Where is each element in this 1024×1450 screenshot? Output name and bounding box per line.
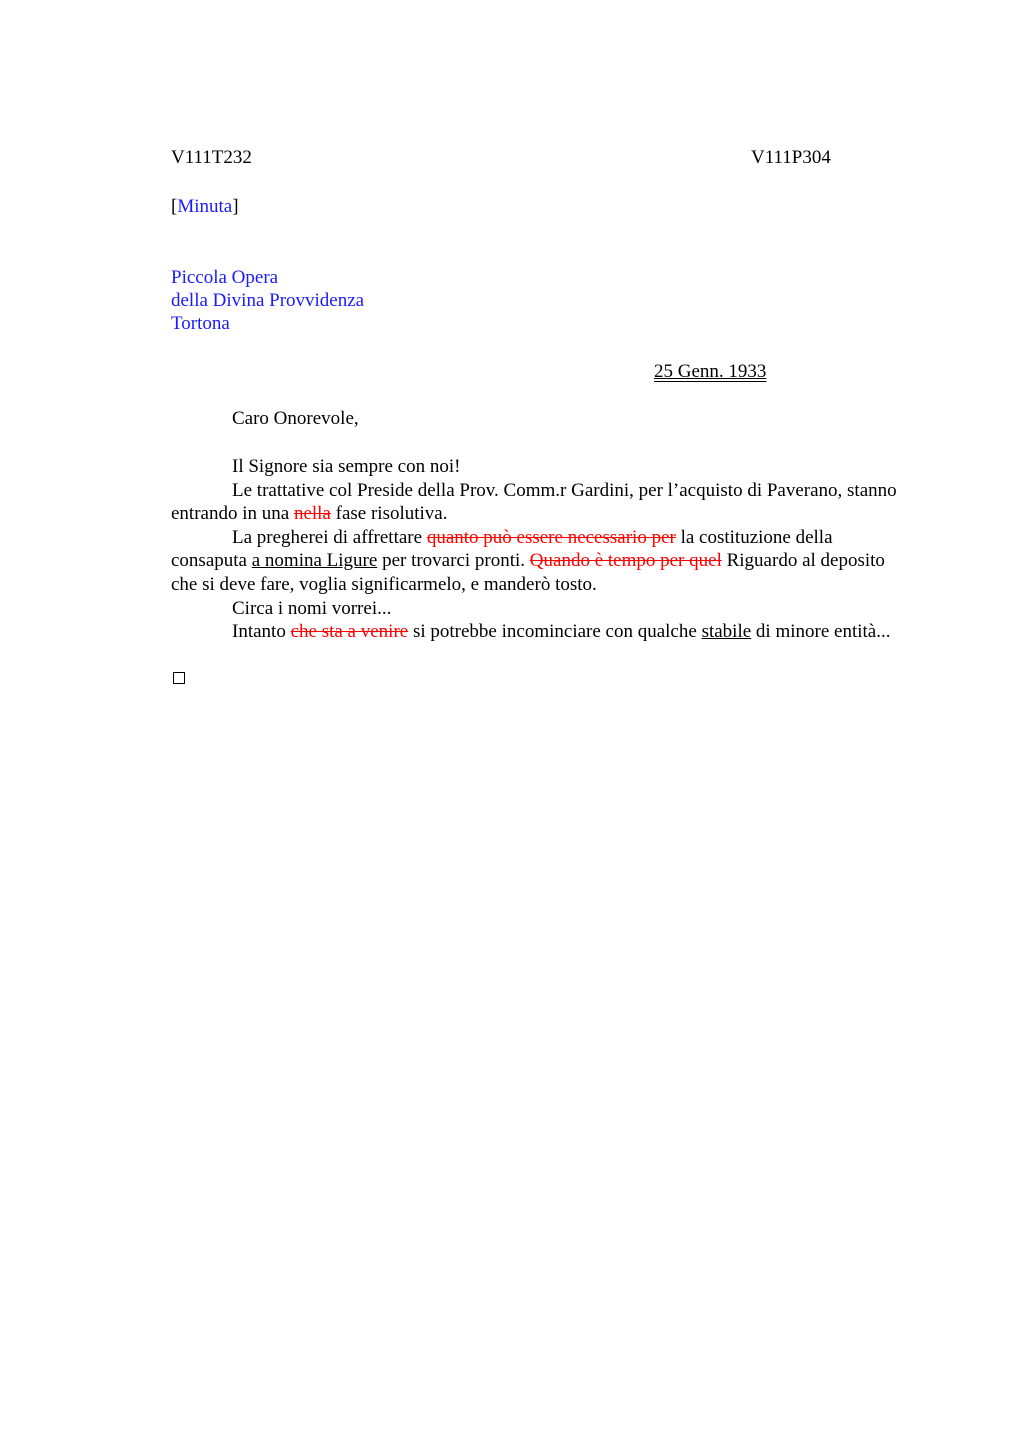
deleted-phrase: che sta a venire [290, 621, 409, 643]
deleted-phrase: Quando è tempo per quel [529, 550, 722, 572]
paragraph-5-text-a: Intanto [232, 621, 291, 643]
paragraph-2-text-b: fase risolutiva. [330, 503, 448, 525]
paragraph-3-text-c: per trovarci pronti. [377, 550, 530, 572]
document-code-left: V111T232 [171, 147, 252, 168]
underlined-word: stabile [701, 621, 752, 643]
paragraph-4 [171, 597, 906, 621]
paragraph-5-text-b: si potrebbe incominciare con qualche [408, 621, 702, 643]
paragraph-4-text: Circa i nomi vorrei... [232, 597, 392, 619]
letterhead-line-2: della Divina Provvidenza [171, 290, 365, 311]
underlined-phrase: a nomina Ligure [251, 550, 378, 572]
letter-date: 25 Genn. 1933 [654, 361, 767, 382]
paragraph-1-text: Il Signore sia sempre con noi! [232, 456, 461, 477]
deleted-phrase: quanto può essere necessario per [426, 526, 676, 548]
paragraph-1 [171, 455, 906, 479]
paragraph-3-text-b: la costituzione della consaputa [171, 526, 833, 572]
letterhead-line-1: Piccola Opera [171, 267, 279, 288]
open-bracket: [ [171, 196, 178, 217]
paragraph-3 [171, 526, 906, 597]
paragraph-2 [171, 479, 906, 526]
draft-label: Minuta [177, 196, 233, 217]
paragraph-2-text-a: Le trattative col Preside della Prov. Comm.r Gardini, per l’acquisto di Paverano, stanno entrando in una [171, 479, 897, 525]
document-code-right: V111P304 [751, 147, 831, 168]
paragraph-5-text-c: di minore entità... [751, 621, 891, 643]
deleted-word: nella [293, 503, 331, 525]
close-bracket: ] [232, 196, 239, 217]
salutation: Caro Onorevole, [232, 408, 359, 429]
paragraph-5 [171, 620, 906, 644]
end-square-icon [173, 672, 185, 684]
draft-note [171, 195, 239, 219]
paragraph-3-text-a: La pregherei di affrettare [232, 526, 427, 548]
letterhead-line-3: Tortona [171, 313, 230, 334]
letter-body [171, 455, 906, 644]
paragraph-3-text-d: Riguardo al deposito che si deve fare, voglia significarmelo, e manderò tosto. [171, 550, 885, 595]
